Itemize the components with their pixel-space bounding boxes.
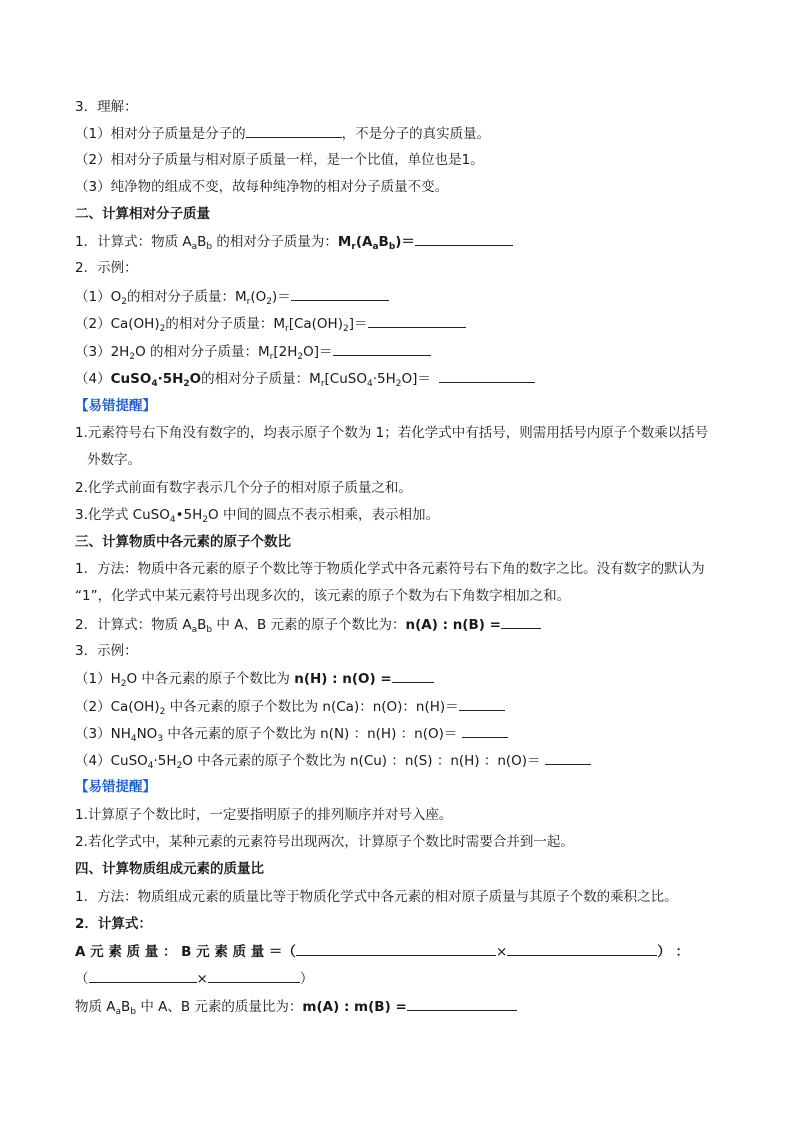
example-1: $(1)O_2$的相对分子质量：$M_r(O_2)=$ — [75, 286, 389, 307]
fill-blank[interactable] — [392, 668, 434, 683]
hint-1-text-b: 外数字。 — [87, 452, 141, 468]
fill-blank[interactable] — [415, 231, 513, 246]
section-heading-molecular-mass: 二、计算相对分子质量 — [75, 206, 210, 222]
understanding-item-2: （2）相对分子质量与相对原子质量一样，是一个比值，单位也是1。 — [75, 152, 484, 168]
fill-blank[interactable] — [208, 968, 300, 983]
atom-example-4: $(4)CuSO_4\cdot 5H_2O$ 中各元素的原子个数比为 n(Cu) ：n(S) ：n(H) ：n(O)＝ — [75, 750, 591, 771]
hint-2-text: 2.化学式前面有数字表示几个分子的相对原子质量之和。 — [75, 480, 412, 496]
fill-blank[interactable] — [89, 968, 197, 983]
mass-formula-line-2: （ × ） — [75, 968, 313, 989]
hint-3-text: 3.化学式 $CuSO_4•5H_2O$ 中间的圆点不表示相乘，表示相加。 — [75, 507, 439, 525]
section-heading-mass-ratio: 四、计算物质组成元素的质量比 — [75, 861, 264, 877]
atom-example-2: $(2)Ca(OH)_2$ 中各元素的原子个数比为 n(Ca)：n(O)：n(H)＝ — [75, 696, 505, 717]
method-text-a: 1．方法：物质中各元素的原子个数比等于物质化学式中各元素符号右下角的数字之比。没有数字的默认为 — [75, 561, 705, 577]
atom-ratio-formula: 2．计算式：物质 $A_aB_b$ 中 A、B 元素的原子个数比为：n(A) : n(B) = — [75, 614, 541, 635]
error-hint-title-2: 【易错提醒】 — [75, 779, 156, 795]
understanding-title: 3．理解： — [75, 99, 138, 115]
mass-formula-line-1: A 元 素 质 量 ： B 元 素 质 量 ＝（ × ） ： — [75, 941, 689, 962]
fill-blank[interactable] — [246, 123, 342, 138]
fill-blank[interactable] — [333, 341, 431, 356]
examples-title: 2．示例： — [75, 260, 138, 276]
understanding-item-1: （1）相对分子质量是分子的 ，不是分子的真实质量。 — [75, 123, 490, 144]
fill-blank[interactable] — [507, 941, 657, 956]
examples-title-2: 3．示例： — [75, 643, 138, 659]
fill-blank[interactable] — [296, 941, 496, 956]
method-text-b: “1”，化学式中某元素符号出现多次的，该元素的原子个数为右下角数字相加之和。 — [75, 588, 571, 604]
error-hint-title: 【易错提醒】 — [75, 398, 156, 414]
example-4: $(4)CuSO_4\cdot 5H_2O$的相对分子质量：$M_r[CuSO_4\cdot 5H_2O]=$ — [75, 368, 535, 389]
fill-blank[interactable] — [545, 750, 591, 765]
mass-method-text: 1．方法：物质组成元素的质量比等于物质化学式中各元素的相对原子质量与其原子个数的乘积之比。 — [75, 889, 678, 905]
example-3: $(3)2H_2O$ 的相对分子质量：$M_r[2H_2O]=$ — [75, 341, 431, 362]
example-2: $(2)Ca(OH)_2$的相对分子质量：$M_r[Ca(OH)_2]=$ — [75, 313, 466, 334]
understanding-item-3: （3）纯净物的组成不变，故每种纯净物的相对分子质量不变。 — [75, 179, 449, 195]
hint2-text-2: 2.若化学式中，某种元素的元素符号出现两次，计算原子个数比时需要合并到一起。 — [75, 834, 574, 850]
section-heading-atom-ratio: 三、计算物质中各元素的原子个数比 — [75, 534, 291, 550]
fill-blank[interactable] — [291, 286, 389, 301]
fill-blank[interactable] — [462, 723, 508, 738]
formula-line: 1．计算式：物质 $A_aB_b$ 的相对分子质量为：$M_r(A_aB_b)=$ — [75, 231, 513, 252]
mass-formula-title: 2．计算式： — [75, 916, 152, 932]
atom-example-1: $(1)H_2O$ 中各元素的原子个数比为 n(H) : n(O) = — [75, 668, 434, 689]
fill-blank[interactable] — [501, 614, 541, 629]
fill-blank[interactable] — [368, 313, 466, 328]
hint2-text-1: 1.计算原子个数比时，一定要指明原子的排列顺序并对号入座。 — [75, 807, 453, 823]
atom-example-3: $(3)NH_4NO_3$ 中各元素的原子个数比为 n(N) ：n(H) ：n(O)＝ — [75, 723, 508, 744]
hint-1-text-a: 1.元素符号右下角没有数字的，均表示原子个数为 1；若化学式中有括号，则需用括号内原子个数乘以括号 — [75, 425, 709, 441]
fill-blank[interactable] — [407, 996, 517, 1011]
fill-blank[interactable] — [439, 368, 535, 383]
fill-blank[interactable] — [459, 696, 505, 711]
mass-formula-line-3: 物质 $A_aB_b$ 中 A、B 元素的质量比为：m(A) : m(B) = — [75, 996, 517, 1017]
